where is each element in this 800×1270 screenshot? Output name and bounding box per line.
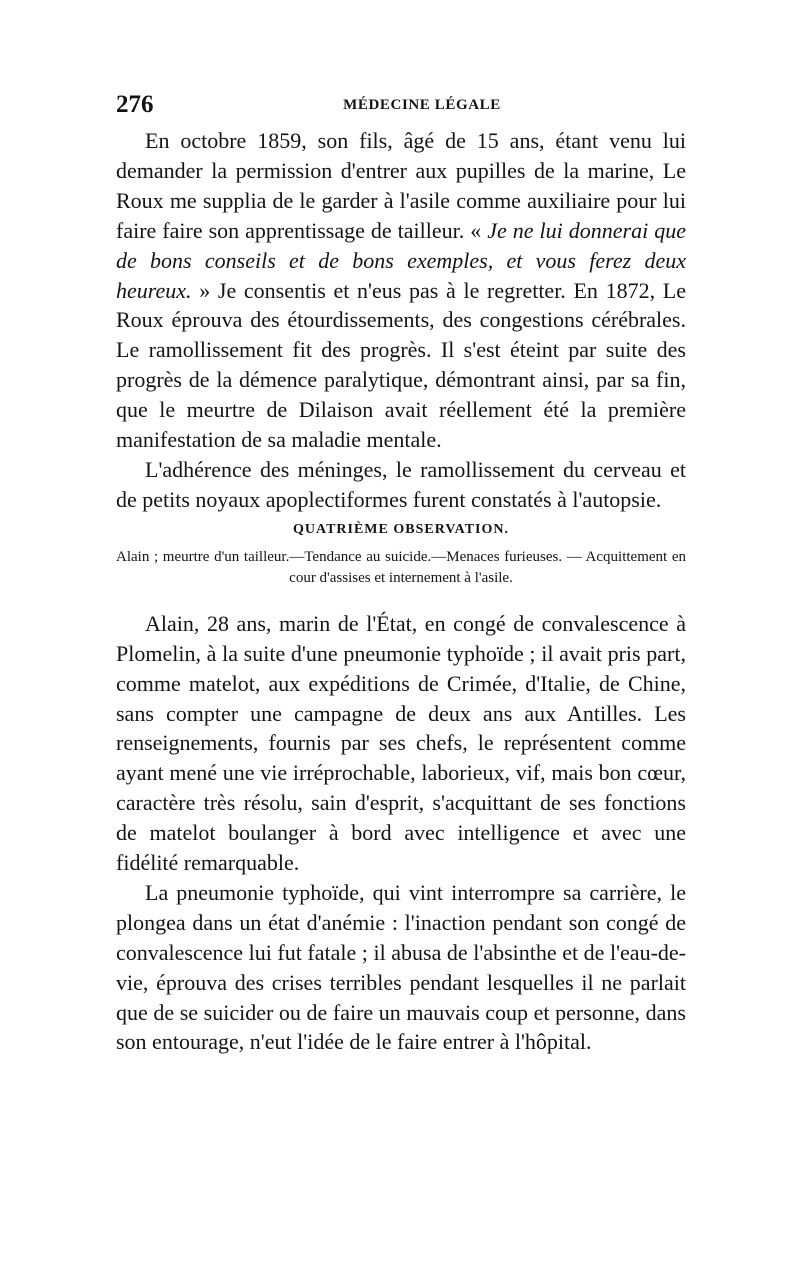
paragraph-text: En octobre 1859, son fils, âgé de 15 ans, étant venu lui demander la permission d'entrer aux pupilles de la marine, Le Roux me supplia de le garder à l'asile comme auxiliaire pour lui faire faire son apprentissage de tailleur. «	[116, 128, 686, 243]
paragraph-pneumonia: La pneumonie typhoïde, qui vint interrompre sa carrière, le plongea dans un état d'anémie : l'inaction pendant son congé de convalescence lui fut fatale ; il abusa de l'absinthe et de l'eau-de-vie, éprouva des crises terribles pendant lesquelles il ne parlait que de se suicider ou de faire un mauvais coup et personne, dans son entourage, n'eut l'idée de le faire entrer à l'hôpital.	[116, 879, 686, 1055]
paragraph-text: » Je consentis et n'eus pas à le regretter. En 1872, Le Roux éprouva des étourdissements, des congestions cérébrales. Le ramollissement fit des progrès. Il s'est éteint par suite des progrès de la démence paralytique, démontrant ainsi, par sa fin, que le meurtre de Dilaison avait réellement été la première manifestation de sa maladie mentale.	[116, 277, 686, 453]
observation-heading: QUATRIÈME OBSERVATION.	[293, 521, 509, 537]
running-title: MÉDECINE LÉGALE	[343, 97, 501, 113]
observation-summary: Alain ; meurtre d'un tailleur.—Tendance au suicide.—Menaces furieuses. — Acquittement en cour d'assises et internement à l'asile.	[116, 548, 686, 586]
paragraph-autopsy: L'adhérence des méninges, le ramollissement du cerveau et de petits noyaux apoplectiformes furent constatés à l'autopsie.	[116, 456, 686, 512]
page-number: 276	[116, 91, 154, 118]
body-text	[116, 126, 686, 1057]
paragraph-le-roux-son	[116, 126, 686, 455]
running-header	[116, 90, 688, 120]
paragraph-alain-biography: Alain, 28 ans, marin de l'État, en congé de convalescence à Plomelin, à la suite d'une pneumonie typhoïde ; il avait pris part, comme matelot, aux expéditions de Crimée, d'Italie, de Chine, sans compter une campagne de deux ans aux Antilles. Les renseignements, fournis par ses chefs, le représentent comme ayant mené une vie irréprochable, laborieux, vif, mais bon cœur, caractère très résolu, sain d'esprit, s'acquittant de ses fonctions de matelot boulanger à bord avec intelligence et avec une fidélité remarquable.	[116, 610, 686, 876]
italic-quotation: Je ne lui donnerai que de bons conseils et de bons exemples, et vous ferez deux heureux.	[116, 217, 686, 303]
